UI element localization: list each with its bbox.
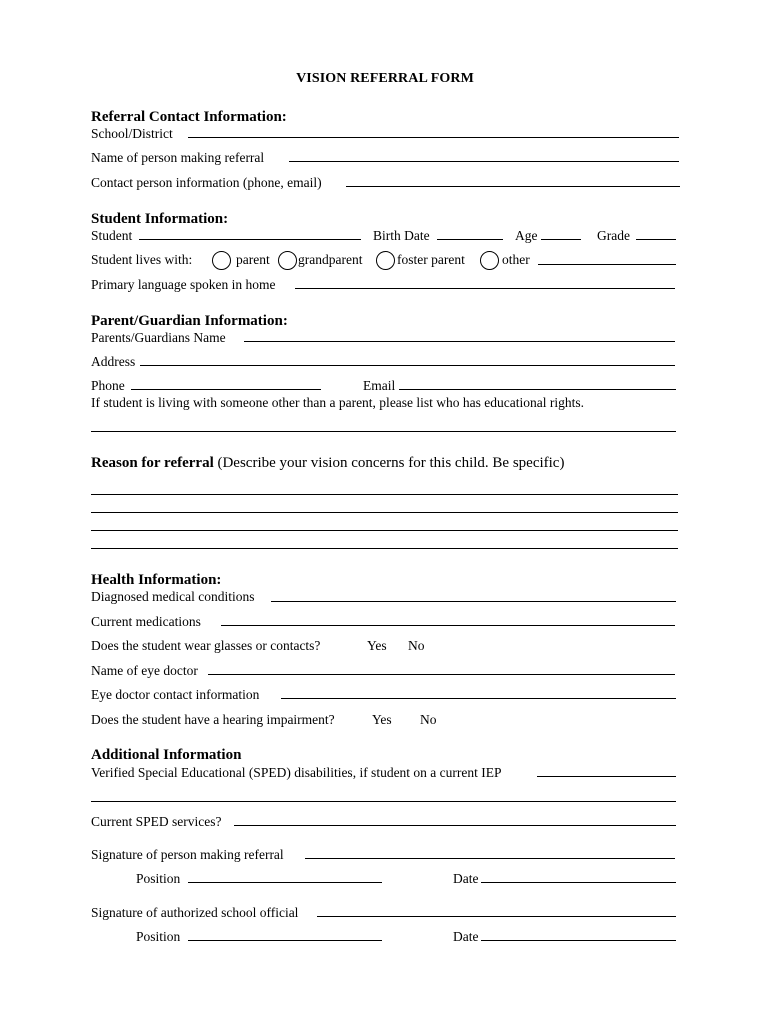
medications-field[interactable] [221,625,675,626]
grade-field[interactable] [636,239,676,240]
age-field[interactable] [541,239,581,240]
lives-with-label: Student lives with: [91,252,193,267]
signature-referral-label: Signature of person making referral [91,847,284,862]
foster-parent-option-label: foster parent [397,252,465,267]
other-field[interactable] [538,264,676,265]
student-label: Student [91,228,133,243]
official-date-label: Date [453,929,479,944]
other-radio[interactable] [480,251,499,270]
additional-heading: Additional Information [91,747,242,763]
age-label: Age [515,228,538,243]
address-field[interactable] [140,365,675,366]
referral-date-label: Date [453,871,479,886]
official-position-label: Position [136,929,181,944]
referral-heading: Referral Contact Information: [91,109,287,125]
grandparent-radio[interactable] [278,251,297,270]
parent-option-label: parent [236,252,270,267]
phone-label: Phone [91,378,125,393]
diagnosed-label: Diagnosed medical conditions [91,589,255,604]
official-position-field[interactable] [188,940,382,941]
hearing-no-option[interactable]: No [420,712,437,727]
primary-language-label: Primary language spoken in home [91,277,276,292]
hearing-question: Does the student have a hearing impairment? [91,712,335,727]
person-making-referral-label: Name of person making referral [91,150,265,165]
email-label: Email [363,378,396,393]
signature-referral-field[interactable] [305,858,675,859]
form-title: VISION REFERRAL FORM [296,71,474,86]
medications-label: Current medications [91,614,201,629]
sped-field[interactable] [537,776,676,777]
sped-services-label: Current SPED services? [91,814,222,829]
glasses-question: Does the student wear glasses or contacts? [91,638,321,653]
student-heading: Student Information: [91,211,229,227]
foster-parent-radio[interactable] [376,251,395,270]
student-name-field[interactable] [139,239,361,240]
grandparent-option-label: grandparent [298,252,363,267]
parent-radio[interactable] [212,251,231,270]
educational-rights-note: If student is living with someone other than a parent, please list who has educational rights. [91,395,585,410]
reason-line-4[interactable] [91,548,678,549]
email-field[interactable] [399,389,676,390]
diagnosed-field[interactable] [271,601,676,602]
reason-line-1[interactable] [91,494,678,495]
glasses-yes-option[interactable]: Yes [367,638,387,653]
health-heading: Health Information: [91,572,222,588]
sped-label: Verified Special Educational (SPED) disabilities, if student on a current IEP [91,765,502,780]
educational-rights-field[interactable] [91,431,676,432]
hearing-yes-option[interactable]: Yes [372,712,392,727]
reason-heading [91,454,564,472]
address-label: Address [91,354,136,369]
contact-info-field[interactable] [346,186,680,187]
reason-line-3[interactable] [91,530,678,531]
referral-position-field[interactable] [188,882,382,883]
primary-language-field[interactable] [295,288,675,289]
phone-field[interactable] [131,389,321,390]
contact-info-label: Contact person information (phone, email) [91,175,322,190]
reason-heading-label: Reason for referral [91,455,214,471]
sped-field-line-2[interactable] [91,801,676,802]
school-district-label: School/District [91,126,173,141]
other-option-label: other [502,252,530,267]
official-date-field[interactable] [481,940,676,941]
guardian-name-label: Parents/Guardians Name [91,330,226,345]
eye-doctor-field[interactable] [208,674,675,675]
birth-date-field[interactable] [437,239,503,240]
grade-label: Grade [597,228,630,243]
school-district-field[interactable] [188,137,679,138]
signature-official-label: Signature of authorized school official [91,905,299,920]
birth-date-label: Birth Date [373,228,430,243]
guardian-heading: Parent/Guardian Information: [91,313,288,329]
sped-services-field[interactable] [234,825,676,826]
reason-line-2[interactable] [91,512,678,513]
eye-doctor-contact-field[interactable] [281,698,676,699]
person-making-referral-field[interactable] [289,161,679,162]
guardian-name-field[interactable] [244,341,675,342]
referral-date-field[interactable] [481,882,676,883]
glasses-no-option[interactable]: No [408,638,425,653]
referral-position-label: Position [136,871,181,886]
reason-note: (Describe your vision concerns for this child. Be specific) [217,455,565,471]
eye-doctor-label: Name of eye doctor [91,663,198,678]
signature-official-field[interactable] [317,916,676,917]
eye-doctor-contact-label: Eye doctor contact information [91,687,260,702]
